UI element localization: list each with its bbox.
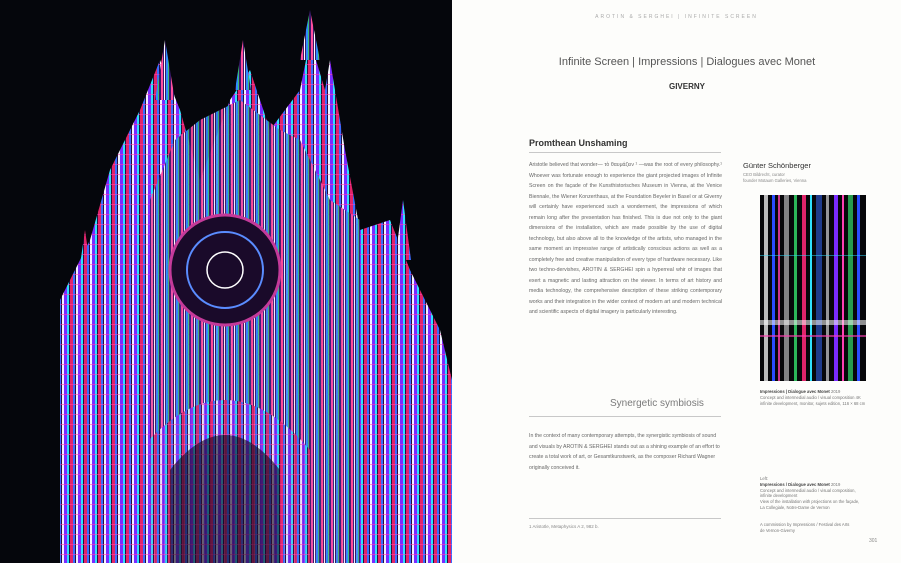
caption1-title: Impressions | Dialogue avec Monet xyxy=(760,389,830,394)
caption2-line3: infinite development xyxy=(760,493,798,499)
artwork-image xyxy=(760,195,866,381)
caption3-line2: de Vernon-Giverny xyxy=(760,527,795,533)
page-number: 301 xyxy=(869,538,878,544)
caption2-line5: La Collegiale, Notre-Dame de Vernon xyxy=(760,504,830,510)
location-subtitle: GIVERNY xyxy=(668,82,705,91)
caption2-line4: View of the installation with projections on the façade, xyxy=(760,499,860,505)
section-heading-synergetic: Synergetic symbiosis xyxy=(610,398,704,409)
photo-caption xyxy=(760,476,890,511)
caption1-line2: Concept and intermedial audio / visual composition 4K xyxy=(760,394,861,400)
body-paragraph: Aristotle believed that wonder— τὸ θαυμάζειν ¹ —was the root of every philosophy.¹ Whoever was fortunate enough to experience the giant projected images of Infinite Screen on the façade of the Kunsthistorisches Museum in Vienna, at the Venice Biennale, the Wiener Konzerthaus, at the Foundation Beyeler in Basel or at Giverny will certainly have experienced such a wonderment, the impressions of which remain long after the presentation has finished. This is due not only to the giant dimensions of the installation, which are made possible by the use of digital technology, but also above all to the knowledge of the artists, who managed in the same moment an impressive range of artistically conscious actions as well as a completely free and creative manipulation of every type of hardware necessary. Like two techno-dervishes, AROTIN & SERGHEI spin a hyperreal whir of images that exert a magnetic and lasting attraction on the viewer. In terms of art history and media technology, the comprehensive description of these striking contemporary works and their integration in the wider context of modern art and modern technical and scientific aspects of digital imagery is particularly interesting. xyxy=(529,162,722,315)
author-role-line-1: CEO Bildrecht, curator xyxy=(743,172,785,177)
artwork-stripes xyxy=(760,195,866,381)
caption1-year: 2019 xyxy=(829,389,841,394)
author-name: Günter Schönberger xyxy=(743,161,811,170)
heading-rule xyxy=(529,152,721,153)
caption2-title: Impressions / Dialogue avec Monet xyxy=(760,481,830,487)
footnote: 1 Aristotle, Metaphysics A 2, 982 b. xyxy=(529,524,599,529)
page-title: Infinite Screen | Impressions | Dialogues avec Monet xyxy=(558,56,816,68)
caption3-line1: A commission by Impressions / Festival des Arts xyxy=(760,522,850,527)
section-heading-promthean: Promthean Unshaming xyxy=(529,138,628,148)
caption1-line3: infinite development, monitor, sujets edition, 116 × 68 cm xyxy=(760,400,866,406)
running-head: AROTIN & SERGHEI | INFINITE SCREEN xyxy=(595,14,758,20)
author-role-line-2: founder Motaum Galleries, Vienna xyxy=(743,178,807,183)
footnote-rule xyxy=(529,518,721,519)
author-role xyxy=(743,172,806,184)
text-page xyxy=(452,0,901,563)
caption2-year: 2019 xyxy=(829,481,841,487)
artwork-caption xyxy=(760,389,890,406)
body-paragraph-2: In the context of many contemporary attempts, the synergistic symbiosis of sound and visuals by AROTIN & SERGHEI stands out as a shining example of an effort to create a total work of art, or Gesamtkunstwerk, as the composer Richard Wagner originally conceived it. xyxy=(529,433,720,471)
commission-note xyxy=(760,522,890,534)
caption2-left: Left: xyxy=(760,476,769,481)
caption2-line2: Concept and intermedial audio / visual composition, xyxy=(760,487,856,493)
section2-rule xyxy=(529,416,721,417)
